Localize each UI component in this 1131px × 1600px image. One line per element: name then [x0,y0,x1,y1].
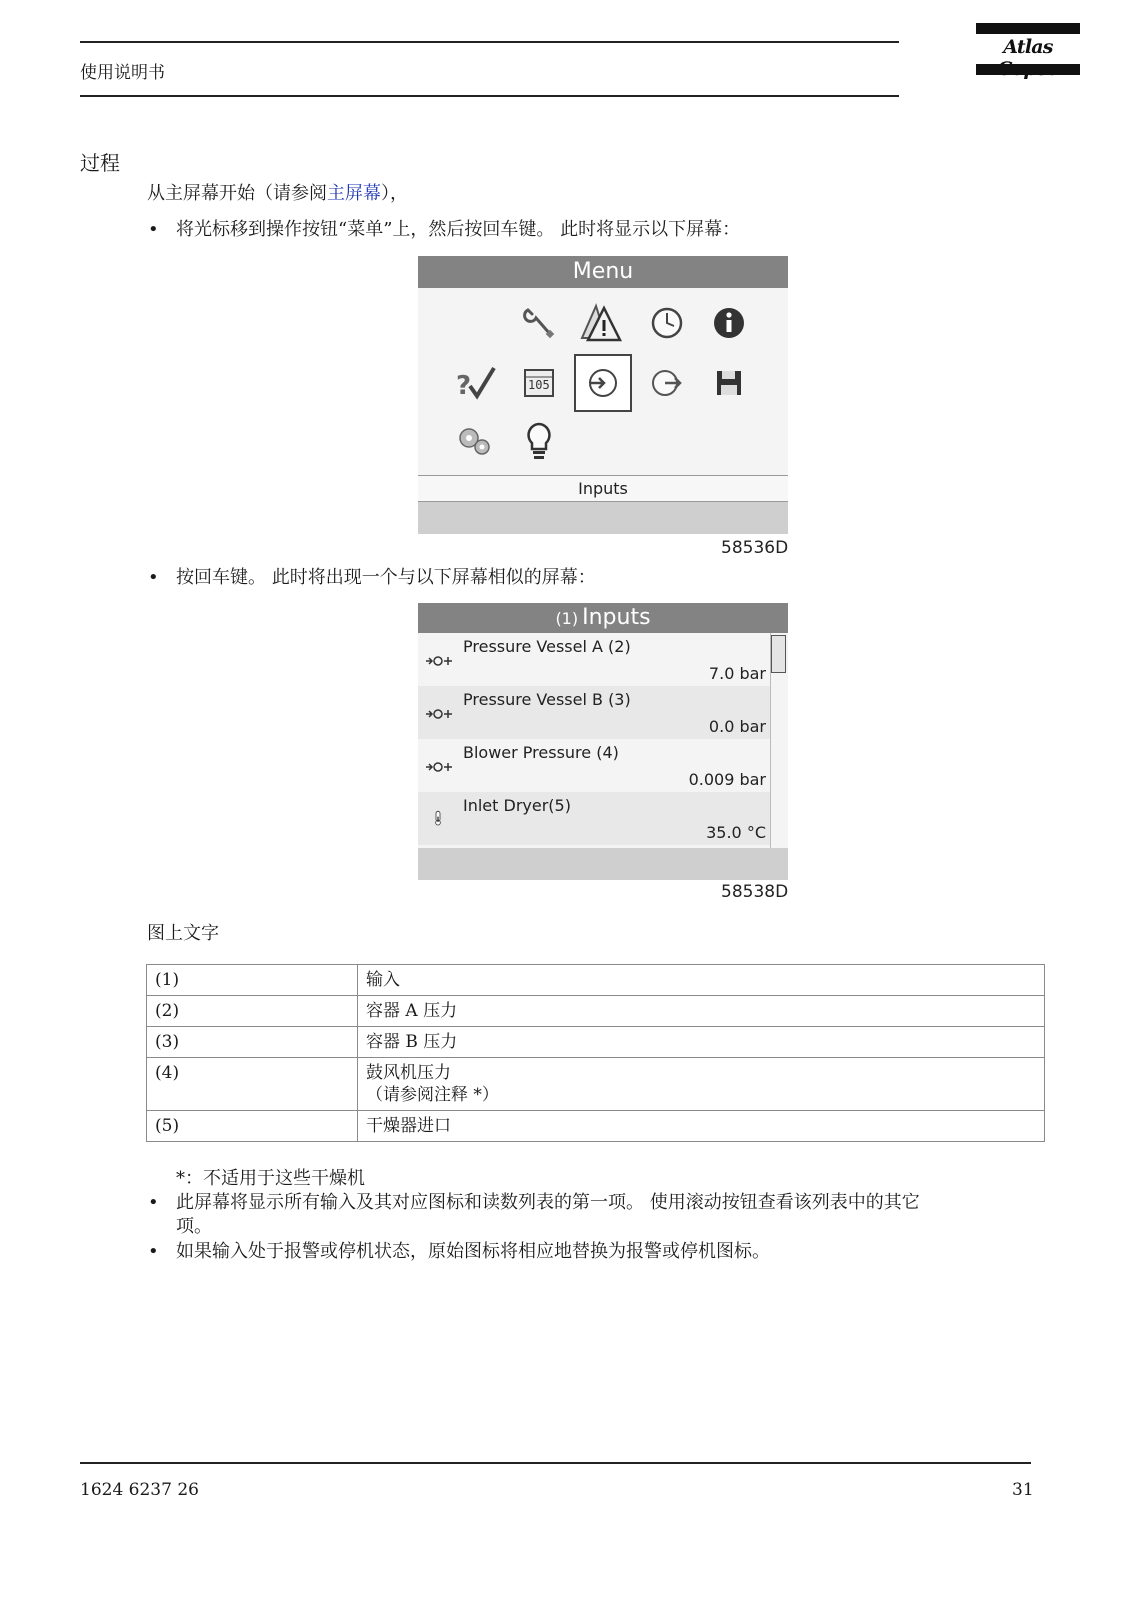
callout-1: (1) [555,609,579,628]
pressure-sensor-icon [424,703,454,725]
step-1-text: 将光标移到操作按钮“菜单”上，然后按回车键。 此时将显示以下屏幕： [176,219,741,240]
legend-value: 容器 B 压力 [358,1027,1045,1058]
menu-selected-label: Inputs [418,475,788,502]
document-number: 1624 6237 26 [80,1480,199,1500]
footnote: *：不适用于这些干燥机 [176,1168,365,1189]
menu-screen-title: Menu [418,256,788,288]
legend-value: 容器 A 压力 [358,996,1045,1027]
svg-text:?: ? [456,371,472,401]
pressure-sensor-icon [424,756,454,778]
legend-key: (4) [147,1058,358,1111]
intro-text [147,182,408,206]
inputs-icon[interactable] [574,354,632,412]
intro-prefix: 从主屏幕开始（请参阅 [147,183,327,204]
note-bullet-1 [176,1191,920,1239]
bullet-marker: • [148,219,159,240]
menu-screen [418,256,788,534]
input-row[interactable] [418,739,770,792]
inputs-bottom-bar [418,848,788,880]
legend-title: 图上文字 [147,923,219,944]
step-2-text: 按回车键。 此时将出现一个与以下屏幕相似的屏幕： [176,567,596,588]
page-number: 31 [1012,1480,1034,1500]
scrollbar-thumb[interactable] [771,635,786,673]
clock-icon[interactable] [642,298,692,348]
warning-icon[interactable] [576,298,626,348]
input-name: Inlet Dryer(5) [463,796,571,815]
header-rule-bottom [80,95,899,97]
counter-icon[interactable] [514,358,564,408]
menu-bottom-bar [418,502,788,534]
legend-key: (1) [147,965,358,996]
footer-rule [80,1462,1031,1464]
manual-title: 使用说明书 [80,63,165,83]
thermometer-icon [428,798,448,838]
outputs-icon[interactable] [642,358,692,408]
save-icon[interactable] [704,358,754,408]
legend-note: （请参阅注释 *） [366,1085,499,1105]
note-bullet-2: 如果输入处于报警或停机状态，原始图标将相应地替换为报警或停机图标。 [176,1241,770,1262]
table-row [147,1111,1045,1142]
input-name: Blower Pressure (4) [463,743,619,762]
inputs-title-text: Inputs [582,605,651,630]
legend-value-cell [358,1058,1045,1111]
intro-suffix: ）， [381,183,408,204]
note-bullet-1-line-1: 此屏幕将显示所有输入及其对应图标和读数列表的第一项。 使用滚动按钮查看该列表中的其它 [176,1192,920,1213]
input-row[interactable] [418,633,770,686]
lightbulb-icon[interactable] [514,416,564,466]
info-icon[interactable] [704,298,754,348]
inputs-screen [418,603,788,880]
legend-value: 干燥器进口 [358,1111,1045,1142]
checklist-icon[interactable] [450,358,500,408]
legend-key: (5) [147,1111,358,1142]
table-row [147,996,1045,1027]
table-row [147,1027,1045,1058]
bullet-marker: • [148,567,159,588]
input-row[interactable] [418,792,770,845]
input-value: 7.0 bar [708,664,766,683]
table-row [147,965,1045,996]
section-title: 过程 [80,151,120,175]
input-value: 35.0 °C [706,823,766,842]
input-row[interactable] [418,686,770,739]
wrench-icon[interactable] [514,298,564,348]
figure-code-inputs: 58538D [721,882,789,902]
main-screen-link[interactable]: 主屏幕 [327,183,381,204]
input-value: 0.0 bar [708,717,766,736]
header-rule-top [80,41,899,43]
note-bullet-1-line-2: 项。 [176,1216,212,1237]
legend-value: 鼓风机压力 [366,1063,451,1083]
settings-icon[interactable] [450,416,500,466]
figure-code-menu: 58536D [721,538,789,558]
input-name: Pressure Vessel B (3) [463,690,631,709]
input-value: 0.009 bar [688,770,766,789]
bullet-marker: • [148,1241,159,1262]
table-row [147,1058,1045,1111]
atlas-copco-logo [976,23,1080,75]
legend-table [146,964,1045,1142]
inputs-screen-title [418,603,788,633]
legend-key: (2) [147,996,358,1027]
input-name: Pressure Vessel A (2) [463,637,631,656]
bullet-marker: • [148,1192,159,1213]
svg-text:105: 105 [528,378,550,392]
legend-key: (3) [147,1027,358,1058]
legend-value: 输入 [358,965,1045,996]
logo-text: Atlas [1003,36,1053,58]
pressure-sensor-icon [424,650,454,672]
